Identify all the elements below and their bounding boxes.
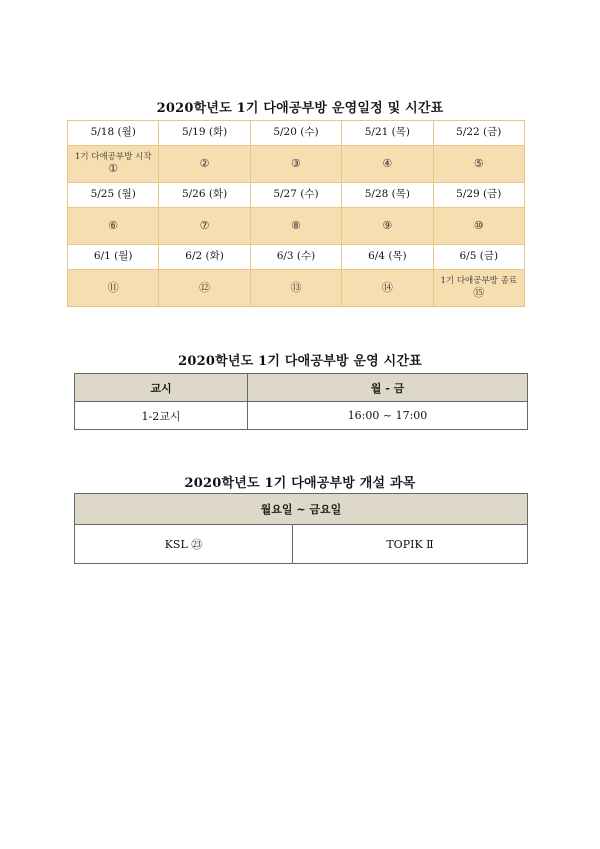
calendar-session-cell [250,270,341,307]
session-number: ② [199,157,210,171]
calendar-session-cell [342,146,433,183]
session-number: ④ [382,157,393,171]
session-number: ⑬ [290,281,302,295]
session-number: ⑩ [473,219,484,233]
subjects-table [74,493,528,564]
calendar-date-cell: 6/5 (금) [433,245,524,270]
calendar-session-cell [68,208,159,245]
calendar-date-cell: 5/27 (수) [250,183,341,208]
calendar-session-row [68,146,525,183]
session-number: ⑮ [473,286,485,300]
time-table-title: 2020학년도 1기 다애공부방 운영 시간표 [178,354,422,369]
calendar-session-row [68,270,525,307]
calendar-date-row [68,183,525,208]
calendar-session-cell [250,208,341,245]
calendar-session-cell [159,208,250,245]
subjects-header: 월요일 ~ 금요일 [75,494,528,525]
calendar-date-cell: 5/19 (화) [159,121,250,146]
schedule-title: 2020학년도 1기 다애공부방 운영일정 및 시간표 [156,101,444,116]
calendar-session-cell [342,270,433,307]
session-number: ⑥ [108,219,119,233]
subject-topik: TOPIK Ⅱ [293,525,528,564]
calendar-session-cell [159,270,250,307]
subject-ksl: KSL ㉓ [75,525,293,564]
session-number: ⑨ [382,219,393,233]
schedule-calendar [67,120,525,307]
session-note: 1기 다애공부방 시작 [74,151,152,162]
calendar-session-cell [159,146,250,183]
period-cell: 1-2교시 [75,402,248,430]
calendar-session-cell [433,146,524,183]
time-table [74,373,528,430]
subjects-title: 2020학년도 1기 다애공부방 개설 과목 [184,476,416,491]
session-number: ⑪ [107,281,119,295]
calendar-session-cell [250,146,341,183]
session-note: 1기 다애공부방 종료 [440,275,518,286]
calendar-date-cell: 6/4 (목) [342,245,433,270]
calendar-date-cell: 6/1 (월) [68,245,159,270]
session-number: ⑫ [199,281,211,295]
calendar-session-row [68,208,525,245]
calendar-date-cell: 5/22 (금) [433,121,524,146]
session-number: ⑦ [199,219,210,233]
calendar-date-cell: 5/26 (화) [159,183,250,208]
calendar-date-cell: 6/3 (수) [250,245,341,270]
calendar-session-cell [433,208,524,245]
calendar-date-row [68,121,525,146]
calendar-session-cell [433,270,524,307]
period-header: 교시 [75,374,248,402]
session-number: ⑧ [291,219,301,233]
session-number: ① [108,162,119,176]
calendar-session-cell [68,146,159,183]
calendar-date-cell: 5/28 (목) [342,183,433,208]
session-number: ⑤ [473,157,484,171]
calendar-session-cell [342,208,433,245]
calendar-date-cell: 5/21 (목) [342,121,433,146]
calendar-date-cell: 6/2 (화) [159,245,250,270]
calendar-date-cell: 5/29 (금) [433,183,524,208]
calendar-session-cell [68,270,159,307]
days-header: 월 - 금 [248,374,528,402]
session-number: ⑭ [381,281,393,295]
calendar-date-cell: 5/18 (월) [68,121,159,146]
calendar-date-row [68,245,525,270]
calendar-date-cell: 5/25 (월) [68,183,159,208]
time-cell: 16:00 ~ 17:00 [248,402,528,430]
session-number: ③ [291,157,301,171]
calendar-date-cell: 5/20 (수) [250,121,341,146]
